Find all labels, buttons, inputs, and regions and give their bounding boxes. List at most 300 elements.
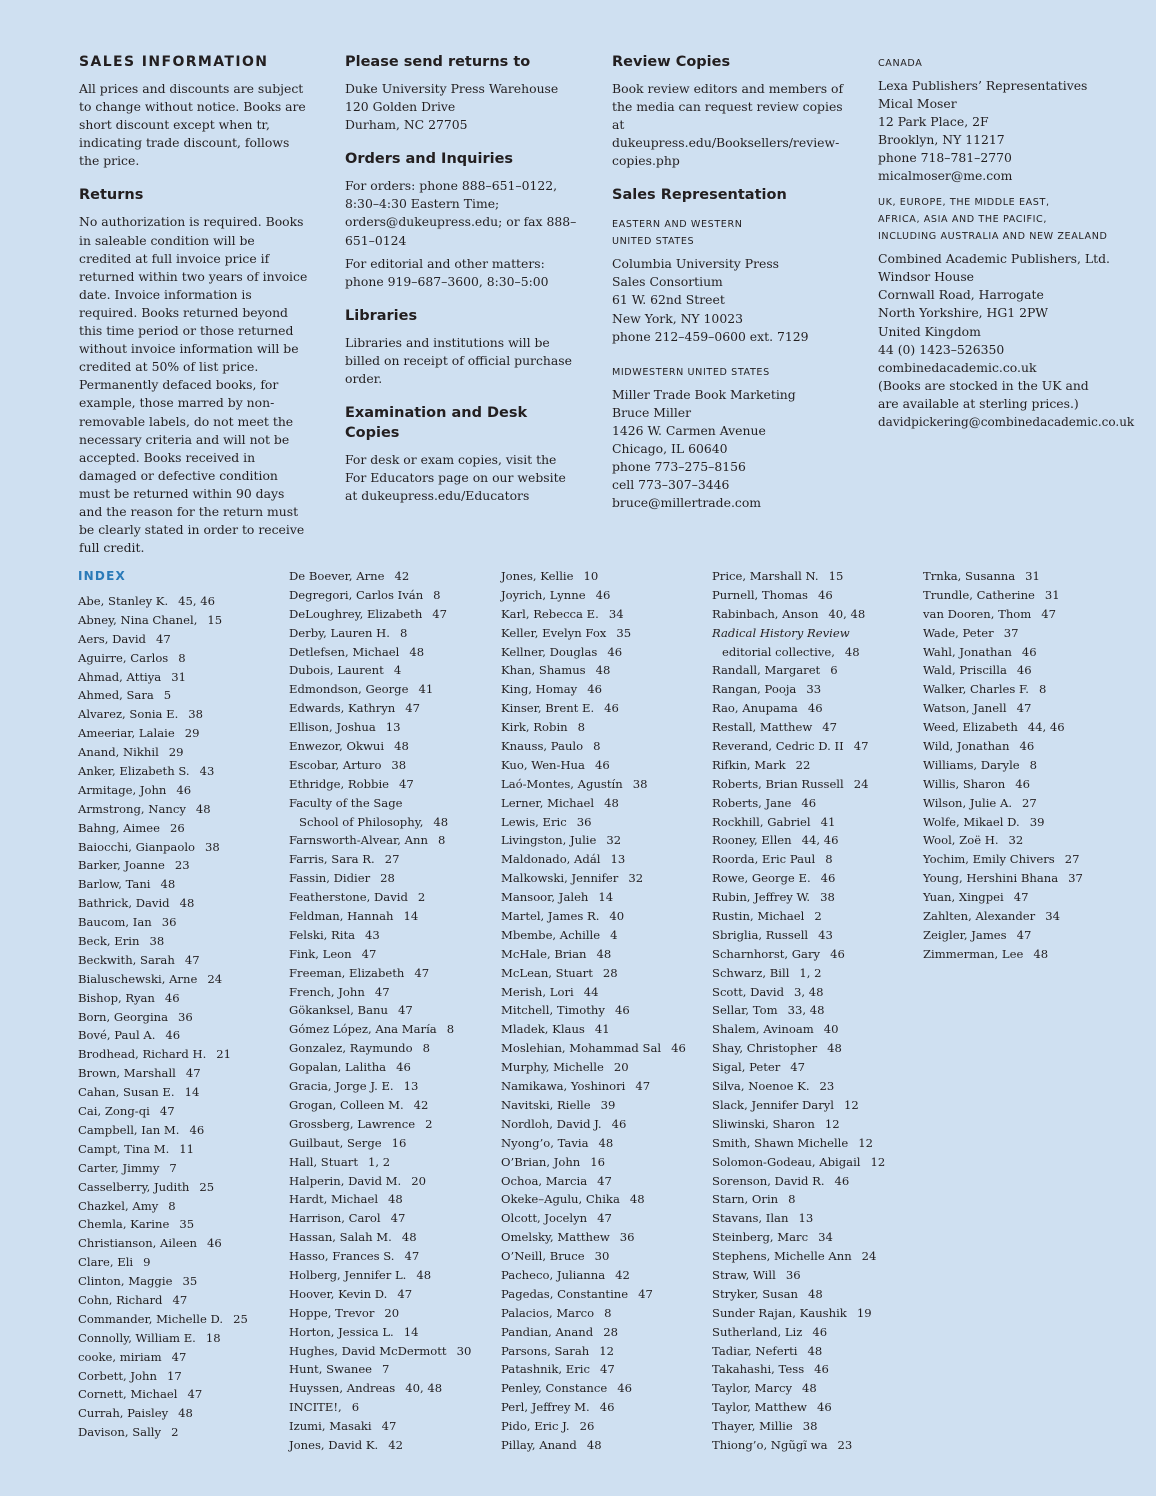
index-entry-pages: 36 bbox=[161, 915, 177, 930]
index-entry bbox=[712, 1398, 885, 1417]
index-entry-name: Chazkel, Amy bbox=[78, 1198, 159, 1213]
index-entry-pages: 13 bbox=[610, 852, 626, 867]
midwest-rep-line: Miller Trade Book Marketing bbox=[612, 386, 796, 402]
index-entry-pages: 34 bbox=[608, 606, 624, 621]
index-column-3 bbox=[501, 567, 686, 1455]
index-entry bbox=[78, 1178, 248, 1197]
index-entry-pages: 45, 46 bbox=[178, 594, 216, 608]
index-column-4 bbox=[712, 567, 885, 1455]
index-entry bbox=[712, 699, 885, 718]
index-entry-name: Mbembe, Achille bbox=[501, 927, 601, 942]
index-entry-pages: 16 bbox=[590, 1154, 606, 1169]
index-entry bbox=[712, 794, 885, 813]
index-entry bbox=[78, 932, 248, 951]
index-entry-pages: 34 bbox=[1045, 909, 1060, 924]
index-entry-name: Trundle, Catherine bbox=[923, 587, 1035, 602]
index-entry-pages: 20 bbox=[411, 1173, 426, 1188]
libraries-text: Libraries and institutions will be billed on receipt of official purchase order. bbox=[345, 334, 572, 387]
index-entry-name: Stryker, Susan bbox=[712, 1286, 798, 1301]
index-entry-name: Clare, Eli bbox=[78, 1255, 134, 1270]
midwest-rep-line: Bruce Miller bbox=[612, 404, 692, 420]
index-entry bbox=[712, 1342, 885, 1361]
warehouse-city: Durham, NC 27705 bbox=[345, 117, 468, 133]
index-entry-name: Jones, David K. bbox=[289, 1437, 379, 1452]
index-entry-pages: 47 bbox=[1016, 701, 1032, 716]
index-entry bbox=[501, 643, 686, 662]
uk-rep-line: 44 (0) 1423–526350 bbox=[878, 341, 1005, 357]
index-entry-name: Shalem, Avinoam bbox=[712, 1022, 814, 1037]
index-entry-name: Feldman, Hannah bbox=[289, 909, 394, 924]
index-entry-pages: 8 bbox=[577, 720, 586, 735]
index-entry-name: Ellison, Joshua bbox=[289, 720, 376, 735]
index-entry bbox=[501, 624, 686, 643]
index-entry-name: Cornett, Michael bbox=[78, 1387, 178, 1402]
index-entry bbox=[501, 1436, 686, 1455]
index-entry-name: Aers, David bbox=[78, 631, 146, 646]
canada-rep-line: Lexa Publishers’ Representatives bbox=[878, 77, 1088, 93]
index-entry-name: King, Homay bbox=[501, 682, 578, 697]
index-entry bbox=[712, 1209, 885, 1228]
index-entry-name: Hoppe, Trevor bbox=[289, 1305, 375, 1320]
index-entry-pages: 36 bbox=[619, 1230, 635, 1245]
index-entry bbox=[289, 907, 471, 926]
index-entry-name: Detlefsen, Michael bbox=[289, 644, 400, 659]
index-entry bbox=[712, 567, 885, 586]
index-entry bbox=[501, 1001, 686, 1020]
index-entry-pages: 5 bbox=[163, 688, 172, 703]
sales-representation-heading: Sales Representation bbox=[612, 187, 787, 204]
index-entry bbox=[78, 1008, 248, 1027]
index-entry-pages: 47 bbox=[397, 1286, 413, 1301]
index-entry bbox=[712, 850, 885, 869]
index-entry-name: Sellar, Tom bbox=[712, 1003, 778, 1018]
index-entry bbox=[923, 907, 1083, 926]
index-entry bbox=[501, 1228, 686, 1247]
index-entry-pages: 26 bbox=[169, 820, 185, 835]
index-entry bbox=[289, 1172, 471, 1191]
index-entry-name: Ethridge, Robbie bbox=[289, 776, 390, 791]
index-entry-pages: 46 bbox=[176, 782, 192, 797]
index-entry-name: Silva, Noenoe K. bbox=[712, 1079, 810, 1094]
index-entry bbox=[289, 1228, 471, 1247]
index-entry-pages: 20 bbox=[613, 1060, 629, 1075]
uk-rep-line: (Books are stocked in the UK and bbox=[878, 377, 1089, 393]
index-entry-pages: 32 bbox=[628, 871, 644, 886]
index-entry-pages: 8 bbox=[825, 852, 833, 867]
index-entry-name: Zahlten, Alexander bbox=[923, 909, 1036, 924]
index-entry bbox=[78, 1102, 248, 1121]
index-entry-name: Lewis, Eric bbox=[501, 814, 567, 829]
index-entry-pages: 37 bbox=[1003, 625, 1019, 640]
index-entry bbox=[712, 1020, 885, 1039]
index-entry-name: Ahmed, Sara bbox=[78, 688, 154, 703]
index-entry bbox=[923, 680, 1083, 699]
index-entry-pages: 47 bbox=[1041, 606, 1057, 621]
index-entry bbox=[501, 737, 686, 756]
index-entry-name: Livingston, Julie bbox=[501, 833, 597, 848]
canada-rep-line: phone 718–781–2770 bbox=[878, 150, 1012, 166]
index-entry-pages: 6 bbox=[830, 663, 838, 678]
index-entry bbox=[289, 775, 471, 794]
returns-text: No authorization is required. Books in saleable condition will be credited at full invoice price if returned within two years of invoice date. Invoice information is required. Books returned beyond this time period or those returned without invoice information will be credited at 50% of list price. Permanently defaced books, for example, those marred by non-removable labels, do not meet the necessary criteria and will not be accepted. Books received in damaged or defective condition must be returned within 90 days and the reason for the return must be clearly stated in order to receive full credit. bbox=[79, 214, 308, 556]
index-entry bbox=[289, 1398, 471, 1417]
index-entry-name: Cohn, Richard bbox=[78, 1292, 163, 1307]
index-entry-pages: 31 bbox=[171, 669, 186, 684]
index-entry-pages: 47 bbox=[185, 1066, 201, 1081]
index-entry bbox=[712, 586, 885, 605]
index-entry-name: Baucom, Ian bbox=[78, 915, 152, 930]
index-entry-name: Wald, Priscilla bbox=[923, 663, 1007, 678]
uk-rep-line: are available at sterling prices.) bbox=[878, 395, 1079, 411]
index-entry-pages: 47 bbox=[599, 1362, 615, 1377]
index-entry bbox=[289, 1209, 471, 1228]
index-entry bbox=[289, 1323, 471, 1342]
index-entry-name: Abe, Stanley K. bbox=[78, 594, 169, 608]
index-entry-name: Nordloh, David J. bbox=[501, 1116, 602, 1131]
index-entry-pages: 46 bbox=[1021, 644, 1037, 659]
index-entry-name: Enwezor, Okwui bbox=[289, 739, 385, 754]
index-entry-pages: 13 bbox=[798, 1211, 814, 1226]
index-entry bbox=[501, 869, 686, 888]
index-entry-pages: 47 bbox=[184, 952, 200, 967]
index-entry-name: Fassin, Didier bbox=[289, 871, 371, 886]
index-entry bbox=[78, 762, 248, 781]
index-entry-name: Connolly, William E. bbox=[78, 1330, 196, 1345]
uk-rep-line: Cornwall Road, Harrogate bbox=[878, 287, 1044, 303]
index-entry-name: Freeman, Elizabeth bbox=[289, 965, 405, 980]
index-entry-pages: 48 bbox=[401, 1230, 417, 1245]
index-entry bbox=[78, 1045, 248, 1064]
index-entry bbox=[501, 964, 686, 983]
index-entry bbox=[712, 1172, 885, 1191]
index-entry-pages: 47 bbox=[638, 1286, 653, 1301]
index-entry-pages: 2 bbox=[171, 1425, 179, 1440]
sales-information-text: All prices and discounts are subject to change without notice. Books are short discount except when tr, indicating trade discount, follows the price. bbox=[79, 81, 306, 169]
index-entry-pages: 12 bbox=[870, 1154, 886, 1169]
index-entry bbox=[501, 1134, 686, 1153]
index-entry bbox=[501, 1398, 686, 1417]
index-entry bbox=[289, 1266, 471, 1285]
index-entry bbox=[923, 850, 1083, 869]
index-entry bbox=[289, 1153, 471, 1172]
index-entry-name: Kirk, Robin bbox=[501, 720, 568, 735]
index-entry-name: Christianson, Aileen bbox=[78, 1236, 198, 1251]
index-entry-pages: 48 bbox=[596, 946, 612, 961]
index-entry-name: Beck, Erin bbox=[78, 934, 140, 949]
index-entry-name: Navitski, Rielle bbox=[501, 1097, 591, 1112]
index-entry-name: Corbett, John bbox=[78, 1368, 157, 1383]
index-entry bbox=[78, 1253, 248, 1272]
index-entry-name: Scharnhorst, Gary bbox=[712, 946, 821, 961]
index-entry bbox=[78, 1423, 248, 1442]
index-entry bbox=[501, 813, 686, 832]
index-entry-pages: 30 bbox=[456, 1343, 472, 1358]
index-entry-pages: 8 bbox=[446, 1022, 455, 1037]
index-entry-pages: 47 bbox=[635, 1079, 651, 1094]
index-entry bbox=[78, 668, 248, 687]
index-entry-name: Gómez López, Ana María bbox=[289, 1022, 437, 1037]
index-entry bbox=[501, 1417, 686, 1436]
review-sales-column bbox=[612, 52, 848, 512]
index-entry-name: Degregori, Carlos Iván bbox=[289, 587, 424, 602]
index-entry-pages: 24 bbox=[207, 971, 223, 986]
index-entry-pages: 1, 2 bbox=[368, 1154, 391, 1169]
index-entry-pages: 47 bbox=[159, 1104, 175, 1119]
index-entry-name: Thiong’o, Ngũgĩ wa bbox=[712, 1437, 828, 1452]
index-entry-pages: 41 bbox=[820, 814, 836, 829]
index-entry bbox=[78, 1404, 248, 1423]
index-entry-pages: 47 bbox=[597, 1173, 612, 1188]
index-entry-pages: 46 bbox=[1016, 663, 1032, 678]
index-entry-name: Taylor, Matthew bbox=[712, 1400, 807, 1415]
index-entry bbox=[289, 699, 471, 718]
index-entry bbox=[78, 1159, 248, 1178]
review-copies-text: Book review editors and members of the media can request review copies at dukeupress.edu/Booksellers/review-copies.php bbox=[612, 81, 844, 169]
index-entry-pages: 48 bbox=[394, 739, 409, 754]
index-entry-name: Armstrong, Nancy bbox=[78, 801, 186, 816]
index-entry bbox=[501, 775, 686, 794]
index-entry-pages: 25 bbox=[233, 1311, 248, 1326]
index-entry-name: Wild, Jonathan bbox=[923, 739, 1010, 754]
index-entry bbox=[923, 813, 1083, 832]
index-entry-pages: 8 bbox=[178, 650, 186, 665]
index-entry-pages: 42 bbox=[388, 1437, 403, 1452]
midwest-rep-line: phone 773–275–8156 bbox=[612, 459, 746, 475]
index-entry-pages: 15 bbox=[207, 612, 223, 627]
index-entry-pages: 40 bbox=[823, 1022, 839, 1037]
index-entry-pages: 43 bbox=[365, 927, 380, 942]
index-entry-name: Pandian, Anand bbox=[501, 1324, 594, 1339]
index-entry bbox=[501, 1247, 686, 1266]
index-entry-name: School of Philosophy, bbox=[299, 814, 424, 829]
index-entry bbox=[78, 1234, 248, 1253]
index-entry bbox=[501, 1342, 686, 1361]
index-entry bbox=[712, 1077, 885, 1096]
index-entry-name: Sliwinski, Sharon bbox=[712, 1116, 815, 1131]
index-entry bbox=[501, 1190, 686, 1209]
index-entry-name: Bialuschewski, Arne bbox=[78, 971, 198, 986]
index-entry bbox=[501, 1209, 686, 1228]
index-entry-name: O’Brian, John bbox=[501, 1154, 581, 1169]
index-entry-pages: 40, 48 bbox=[828, 606, 866, 621]
index-entry-pages: 36 bbox=[178, 1009, 193, 1024]
index-entry-pages: 12 bbox=[844, 1097, 859, 1112]
index-entry-pages: 31 bbox=[1025, 569, 1040, 583]
index-entry bbox=[923, 605, 1083, 624]
index-entry-pages: 46 bbox=[1015, 776, 1030, 791]
index-entry-pages: 38 bbox=[391, 757, 407, 772]
index-entry-name: Purnell, Thomas bbox=[712, 587, 808, 602]
index-entry-name: Halperin, David M. bbox=[289, 1173, 402, 1188]
index-entry-name: Namikawa, Yoshinori bbox=[501, 1079, 626, 1094]
index-entry-pages: 47 bbox=[1016, 927, 1032, 942]
index-entry-name: Joyrich, Lynne bbox=[501, 587, 586, 602]
index-entry-name: Bishop, Ryan bbox=[78, 990, 155, 1005]
index-entry bbox=[78, 951, 248, 970]
index-entry-pages: 8 bbox=[168, 1198, 176, 1213]
index-entry-pages: 46 bbox=[617, 1381, 632, 1396]
index-entry-name: Hasso, Frances S. bbox=[289, 1249, 395, 1264]
index-entry-name: Escobar, Arturo bbox=[289, 757, 382, 772]
index-entry bbox=[78, 838, 248, 857]
index-entry-name: Rifkin, Mark bbox=[712, 757, 786, 772]
index-entry-name: Omelsky, Matthew bbox=[501, 1230, 610, 1245]
index-entry-name: Sunder Rajan, Kaushik bbox=[712, 1305, 847, 1320]
index-entry bbox=[78, 1121, 248, 1140]
index-heading: INDEX bbox=[78, 569, 126, 583]
index-entry-name: Izumi, Masaki bbox=[289, 1419, 372, 1434]
editorial-text: For editorial and other matters: phone 919–687–3600, 8:30–5:00 bbox=[345, 255, 549, 289]
index-entry-pages: 12 bbox=[824, 1116, 840, 1131]
orders-text: For orders: phone 888–651–0122, 8:30–4:30 Eastern Time; orders@dukeupress.edu; or fax 888–651–0124 bbox=[345, 178, 577, 248]
index-entry-name: DeLoughrey, Elizabeth bbox=[289, 606, 423, 621]
index-entry-pages: 47 bbox=[597, 1211, 612, 1226]
index-entry-name: Rustin, Michael bbox=[712, 909, 805, 924]
index-entry bbox=[289, 680, 471, 699]
index-entry bbox=[289, 605, 471, 624]
index-entry-name: Featherstone, David bbox=[289, 890, 408, 905]
index-entry bbox=[289, 1020, 471, 1039]
index-entry bbox=[78, 1329, 248, 1348]
index-entry-name: Pacheco, Julianna bbox=[501, 1267, 606, 1282]
uk-caption-line-2: AFRICA, ASIA AND THE PACIFIC, bbox=[878, 214, 1047, 226]
index-entry bbox=[289, 661, 471, 680]
index-entry bbox=[712, 1001, 885, 1020]
index-entry bbox=[289, 1039, 471, 1058]
index-entry bbox=[501, 1304, 686, 1323]
index-entry-name: Wolfe, Mikael D. bbox=[923, 814, 1020, 829]
index-entry bbox=[712, 1115, 885, 1134]
index-entry bbox=[501, 1266, 686, 1285]
index-entry-name: Sigal, Peter bbox=[712, 1060, 781, 1075]
index-entry-pages: 47 bbox=[790, 1060, 806, 1075]
index-entry-name: Farnsworth-Alvear, Ann bbox=[289, 833, 428, 848]
index-entry-pages: 46 bbox=[820, 871, 836, 886]
index-entry-name: Dubois, Laurent bbox=[289, 663, 384, 678]
index-entry-pages: 28 bbox=[380, 871, 395, 886]
index-entry-pages: 48 bbox=[1033, 946, 1049, 961]
index-entry-name: Slack, Jennifer Daryl bbox=[712, 1097, 834, 1112]
index-entry-name: Faculty of the Sage bbox=[289, 795, 403, 810]
index-entry-pages: 46 bbox=[599, 1400, 615, 1415]
index-entry-pages: 8 bbox=[1029, 757, 1038, 772]
index-entry bbox=[289, 926, 471, 945]
index-entry-pages: 13 bbox=[403, 1079, 419, 1094]
index-entry bbox=[289, 983, 471, 1002]
index-entry bbox=[289, 813, 471, 832]
index-entry-name: Karl, Rebecca E. bbox=[501, 606, 599, 621]
index-entry-name: Watson, Janell bbox=[923, 701, 1007, 716]
index-entry-name: Derby, Lauren H. bbox=[289, 625, 390, 640]
uk-rep-line: Combined Academic Publishers, Ltd. bbox=[878, 251, 1110, 267]
index-entry-name: Fink, Leon bbox=[289, 946, 352, 961]
index-entry-pages: 4 bbox=[393, 663, 402, 678]
warehouse-street: 120 Golden Drive bbox=[345, 99, 456, 115]
index-entry-pages: 24 bbox=[853, 776, 869, 791]
index-entry bbox=[289, 794, 471, 813]
index-entry-name: Penley, Constance bbox=[501, 1381, 608, 1396]
index-entry bbox=[501, 888, 686, 907]
index-entry-pages: 46 bbox=[830, 946, 845, 961]
sales-information-column bbox=[79, 52, 311, 557]
index-entry-name: Mladek, Klaus bbox=[501, 1022, 585, 1037]
index-entry-name: Cahan, Susan E. bbox=[78, 1085, 175, 1100]
index-entry-pages: 46 bbox=[611, 1116, 627, 1131]
index-entry-pages: 36 bbox=[576, 814, 592, 829]
index-entry bbox=[712, 1285, 885, 1304]
index-entry-name: Campbell, Ian M. bbox=[78, 1122, 180, 1137]
index-entry bbox=[501, 831, 686, 850]
index-entry-name: Sbriglia, Russell bbox=[712, 927, 809, 942]
index-entry bbox=[923, 756, 1083, 775]
index-entry bbox=[712, 813, 885, 832]
index-entry-name: Jones, Kellie bbox=[501, 569, 574, 583]
index-entry-name: Rao, Anupama bbox=[712, 701, 798, 716]
index-entry bbox=[501, 1379, 686, 1398]
index-entry-pages: 35 bbox=[182, 1274, 198, 1289]
index-entry bbox=[78, 724, 248, 743]
index-entry bbox=[289, 1077, 471, 1096]
index-entry-name: Grogan, Colleen M. bbox=[289, 1097, 404, 1112]
index-entry bbox=[712, 1417, 885, 1436]
index-entry bbox=[289, 1417, 471, 1436]
index-entry-name: Randall, Margaret bbox=[712, 663, 821, 678]
index-entry bbox=[501, 1323, 686, 1342]
index-entry-pages: 42 bbox=[394, 569, 410, 583]
index-entry bbox=[712, 945, 885, 964]
index-entry-pages: 27 bbox=[1064, 852, 1080, 867]
index-entry-pages: 48 bbox=[827, 1041, 842, 1056]
index-entry-name: Maldonado, Adál bbox=[501, 852, 601, 867]
index-entry-name: Hoover, Kevin D. bbox=[289, 1286, 388, 1301]
index-column-5 bbox=[923, 567, 1083, 964]
index-entry-pages: 1, 2 bbox=[799, 965, 822, 980]
libraries-heading: Libraries bbox=[345, 307, 418, 324]
index-entry-name: Chemla, Karine bbox=[78, 1217, 170, 1232]
index-entry-name: Okeke–Agulu, Chika bbox=[501, 1192, 620, 1207]
index-entry-name: Gopalan, Lalitha bbox=[289, 1060, 387, 1075]
index-entry-name: Rabinbach, Anson bbox=[712, 606, 819, 621]
index-entry-pages: 41 bbox=[594, 1022, 610, 1037]
index-entry-pages: 37 bbox=[1068, 871, 1083, 886]
index-entry bbox=[78, 611, 248, 630]
index-entry-name: Cai, Zong-qi bbox=[78, 1104, 150, 1119]
index-entry-pages: 28 bbox=[602, 965, 618, 980]
index-entry-name: INCITE!, bbox=[289, 1400, 342, 1415]
index-entry bbox=[923, 926, 1083, 945]
index-entry-name: Keller, Evelyn Fox bbox=[501, 625, 607, 640]
index-entry-name: Knauss, Paulo bbox=[501, 739, 584, 754]
index-entry bbox=[923, 643, 1083, 662]
index-entry-name: Gracia, Jorge J. E. bbox=[289, 1079, 394, 1094]
index-entry-name: Guilbaut, Serge bbox=[289, 1135, 382, 1150]
index-entry-name: Brown, Marshall bbox=[78, 1066, 176, 1081]
index-entry-pages: 48 bbox=[807, 1343, 823, 1358]
index-entry-name: Mansoor, Jaleh bbox=[501, 890, 589, 905]
index-entry bbox=[289, 1360, 471, 1379]
index-entry-name: Stavans, Ilan bbox=[712, 1211, 789, 1226]
index-entry-name: Rowe, George E. bbox=[712, 871, 811, 886]
east-rep-line: Sales Consortium bbox=[612, 274, 723, 290]
index-entry-name: Steinberg, Marc bbox=[712, 1230, 809, 1245]
index-entry-pages: 41 bbox=[418, 682, 434, 697]
index-entry-pages: 29 bbox=[184, 726, 200, 741]
uk-rep-line: North Yorkshire, HG1 2PW bbox=[878, 305, 1049, 321]
index-entry bbox=[923, 831, 1083, 850]
index-entry-name: O’Neill, Bruce bbox=[501, 1249, 585, 1264]
index-entry bbox=[712, 718, 885, 737]
index-entry bbox=[501, 907, 686, 926]
